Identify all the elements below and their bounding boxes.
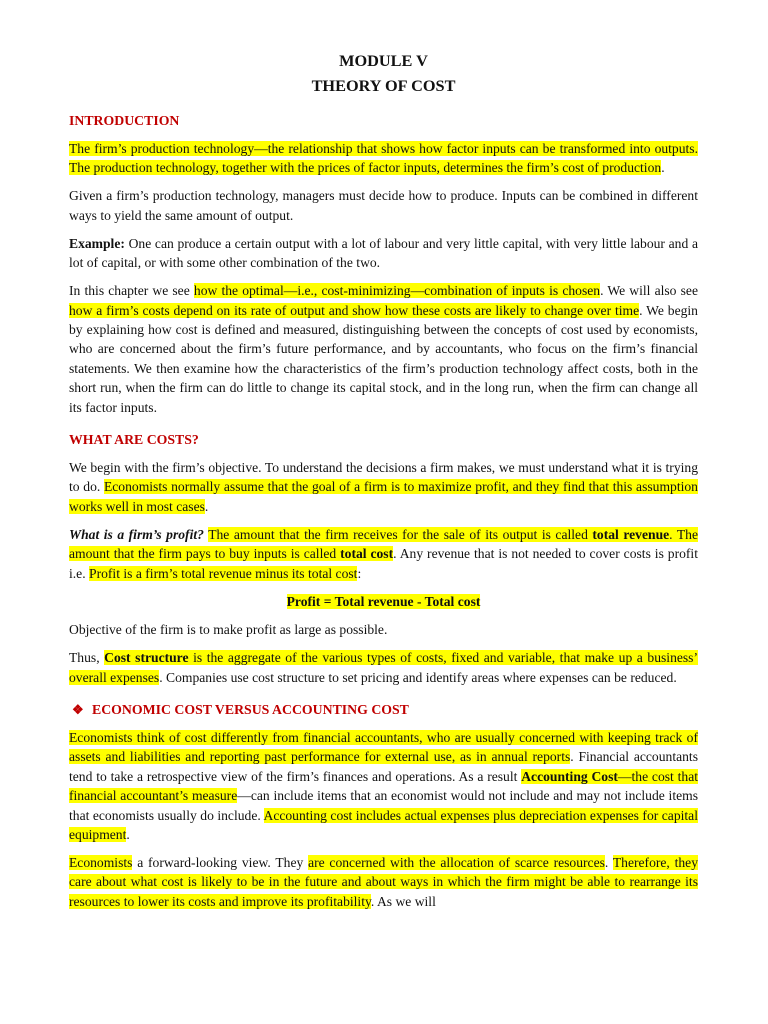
example-label: Example:: [69, 235, 125, 251]
highlight: Accounting Cost—the cost that financial accountant’s measure: [69, 768, 699, 804]
economic-vs-accounting-heading: ❖ ECONOMIC COST VERSUS ACCOUNTING COST: [72, 700, 698, 720]
highlight: Profit is a firm’s total revenue minus its total cost: [89, 565, 358, 581]
highlight: are concerned with the allocation of scarce resources: [308, 854, 605, 870]
introduction-heading: INTRODUCTION: [69, 113, 180, 128]
highlight: Economists think of cost differently from financial accountants, who are usually concerned with keeping track of assets and liabilities and reporting past performance for external use, as in annual reports: [69, 729, 698, 765]
page-title: THEORY OF COST: [311, 76, 456, 95]
costs-paragraph-structure: Thus, Cost structure is the aggregate of the various types of costs, fixed and variable, that make up a business’ overall expenses. Companies use cost structure to set pricing and identify areas where expenses can be reduced.: [69, 650, 699, 685]
what-are-costs-heading: WHAT ARE COSTS?: [69, 432, 199, 448]
diamond-bullet-icon: ❖: [72, 701, 84, 717]
highlight: Therefore, they care about what cost is likely to be in the future and about ways in which the firm might be able to rearrange its resources to lower its costs and improve its profitability: [69, 854, 698, 909]
intro-paragraph-chapter: In this chapter we see how the optimal—i.e., cost-minimizing—combination of inputs is chosen. We will also see how a firm’s costs depend on its rate of output and show how these costs are likely to change over time. We begin by explaining how cost is defined and measured, distinguishing between the concepts of cost used by economists, who are concerned about the firm’s future performance, and by accountants, who focus on the firm’s financial statements. We then examine how the characteristics of the firm’s production technology affect costs, both in the short run, when the firm can do little to change its capital stock, and in the long run, when the firm can change all its factor inputs.: [69, 283, 698, 415]
intro-paragraph-example: Example: One can produce a certain output with a lot of labour and very little capital, with very little labour and a lot of capital, or with some other combination of the two.: [69, 235, 698, 271]
highlight: Cost structure is the aggregate of the various types of costs, fixed and variable, that make up a business’ overall expenses: [69, 650, 699, 685]
econ-paragraph-2: Economists a forward-looking view. They are concerned with the allocation of scarce resources. Therefore, they care about what cost is likely to be in the future and about ways in which the firm might be able to rearrange its resources to lower its costs and improve its profitability. As we will: [69, 854, 698, 909]
costs-paragraph-profit: What is a firm’s profit? The amount that the firm receives for the sale of its output is called total revenue. The amount that the firm pays to buy inputs is called total cost. Any revenue that is not needed to cover costs is profit i.e. Profit is a firm’s total revenue minus its total cost:: [69, 526, 698, 581]
intro-paragraph-1: The firm’s production technology—the relationship that shows how factor inputs can be transformed into outputs. The production technology, together with the prices of factor inputs, determines the firm’s cost of production.: [69, 141, 698, 176]
intro-paragraph-2: Given a firm’s production technology, managers must decide how to produce. Inputs can be combined in different ways to yield the same amount of output.: [69, 188, 698, 223]
highlight: how the optimal—i.e., cost-minimizing—combination of inputs is chosen: [193, 283, 601, 299]
module-number: MODULE V: [339, 51, 428, 70]
costs-paragraph-objective: Objective of the firm is to make profit as large as possible.: [69, 622, 388, 638]
econ-paragraph-1: Economists think of cost differently from financial accountants, who are usually concerned with keeping track of assets and liabilities and reporting past performance for external use, as in annual reports. Financial accountants tend to take a retrospective view of the firm’s finances and operations. As a result Accounting Cost—the cost that financial accountant’s measure—can include items that an economist would not include and may not include items that economists usually do include. Accounting cost includes actual expenses plus depreciation expenses for capital equipment.: [69, 729, 699, 842]
highlight: Economists normally assume that the goal of a firm is to maximize profit, and they find that this assumption works well in most cases: [69, 479, 698, 514]
highlight: how a firm’s costs depend on its rate of output and show how these costs are likely to change over time: [69, 302, 640, 318]
highlight: The amount that the firm receives for the sale of its output is called total revenue. The amount that the firm pays to buy inputs is called total cost: [69, 526, 698, 562]
costs-paragraph-1: We begin with the firm’s objective. To understand the decisions a firm makes, we must understand what it is trying to do. Economists normally assume that the goal of a firm is to maximize profit, and they find that this assumption works well in most cases.: [69, 460, 698, 514]
highlight: Economists: [69, 854, 133, 870]
highlight: Accounting cost includes actual expenses plus depreciation expenses for capital equipment: [69, 807, 698, 842]
highlight: The firm’s production technology—the relationship that shows how factor inputs can be transformed into outputs. The production technology, together with the prices of factor inputs, determines the firm’s cost of production: [69, 141, 698, 176]
profit-formula: Profit = Total revenue - Total cost: [286, 593, 481, 609]
profit-question: What is a firm’s profit?: [69, 526, 204, 542]
